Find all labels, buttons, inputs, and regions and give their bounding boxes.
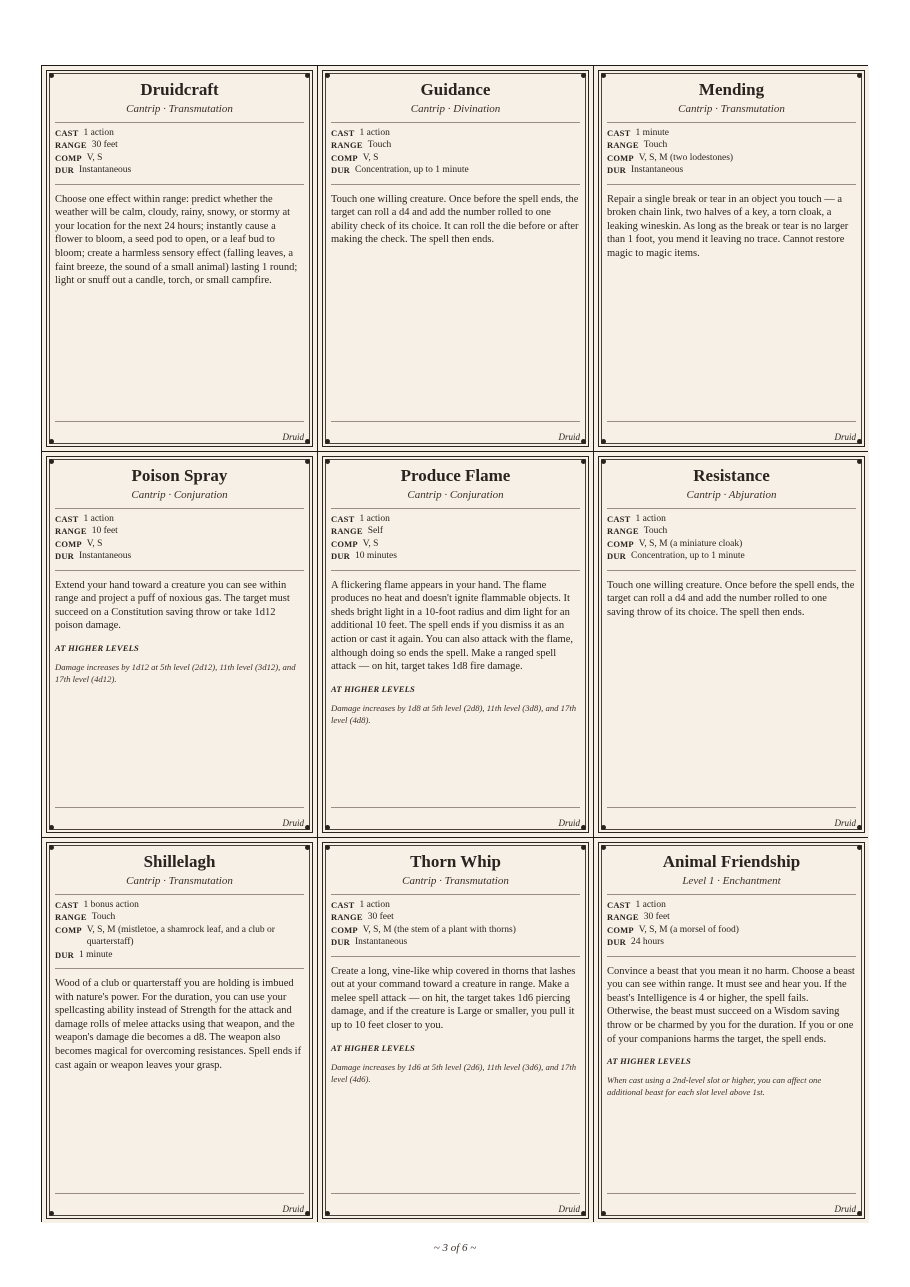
stat-label: RANGE [331,526,363,537]
stat-dur [607,550,856,562]
spell-class: Druid [834,1204,856,1214]
card-footer [331,421,580,442]
divider [55,894,304,895]
spell-class: Druid [558,432,580,442]
spell-card [42,452,317,837]
stat-value: V, S [86,152,103,163]
stat-label: CAST [331,514,355,524]
divider [331,508,580,509]
stat-comp [331,538,580,550]
stat-label: CAST [331,128,355,138]
corner-ornament [857,73,862,78]
divider [331,184,580,185]
stat-cast [607,513,856,525]
stat-label: CAST [55,128,79,138]
spell-description: Repair a single break or tear in an object you touch — a broken chain link, two halves of a key, a torn cloak, a leaking wineskin. As long as the break or tear is no larger than 1 foot, you mend it leaving no trace. Cannot restore magic to magic items. [607,193,849,259]
divider [607,570,856,571]
stat-value: 1 bonus action [83,900,139,910]
stat-range [55,911,304,923]
corner-ornament [325,1211,330,1216]
spell-name: Produce Flame [400,466,511,485]
stat-value: V, S, M (a miniature cloak) [638,538,743,549]
spell-stats [607,127,856,177]
stat-dur [331,936,580,948]
stat-range [607,525,856,537]
corner-ornament [857,825,862,830]
spell-class: Druid [834,432,856,442]
spell-name: Thorn Whip [410,852,501,871]
stat-value: 30 feet [367,912,394,923]
stat-value: 10 feet [91,526,118,537]
stat-range [607,911,856,923]
spell-stats [331,127,580,177]
stat-label: CAST [331,900,355,910]
stat-value: V, S [362,538,379,549]
card-footer [607,421,856,442]
stat-label: DUR [331,937,351,948]
stat-label: CAST [55,514,79,524]
stat-value: Self [367,526,384,537]
stat-label: RANGE [607,526,639,537]
corner-ornament [581,845,586,850]
spell-stats [607,899,856,949]
stat-comp [331,924,580,936]
stat-range [331,911,580,923]
spell-name: Druidcraft [140,80,219,99]
stat-dur [331,550,580,562]
spell-stats [55,513,304,563]
card-content [607,464,856,828]
stat-value: Concentration, up to 1 minute [355,165,469,176]
stat-label: DUR [55,551,75,562]
stat-value: Instantaneous [631,165,684,176]
corner-ornament [325,825,330,830]
card-footer [607,807,856,828]
higher-levels-text: Damage increases by 1d6 at 5th level (2d6), 11th level (3d6), and 17th level (4d6). [331,1061,577,1084]
stat-label: DUR [55,949,75,960]
stat-value: 1 minute [79,949,113,960]
stat-cast [55,513,304,525]
stat-value: 24 hours [631,937,665,948]
stat-label: DUR [331,551,351,562]
stat-value: Concentration, up to 1 minute [631,551,745,562]
corner-ornament [581,459,586,464]
spell-stats [55,127,304,177]
stat-cast [607,127,856,139]
stat-value: 1 action [635,900,666,910]
stat-value: 10 minutes [355,551,397,562]
stat-label: CAST [607,128,631,138]
stat-label: RANGE [607,140,639,151]
corner-ornament [581,825,586,830]
stat-value: Instantaneous [79,165,132,176]
stat-label: COMP [331,152,358,163]
divider [55,122,304,123]
stat-comp [55,924,304,949]
stat-label: RANGE [331,140,363,151]
stat-value: 30 feet [643,912,670,923]
stat-comp [331,152,580,164]
divider [55,184,304,185]
divider [55,968,304,969]
stat-label: COMP [331,924,358,935]
spell-level-school: Cantrip · Transmutation [678,103,785,115]
stat-value: 1 action [359,514,390,524]
stat-comp [55,538,304,550]
corner-ornament [581,73,586,78]
stat-dur [55,949,304,961]
higher-levels-heading: AT HIGHER LEVELS [607,1056,691,1067]
divider [607,508,856,509]
spell-level-school: Cantrip · Abjuration [686,489,777,501]
stat-label: DUR [607,165,627,176]
card-content [607,78,856,442]
page-number: ~ 3 of 6 ~ [433,1242,477,1254]
spell-class: Druid [834,818,856,828]
stat-range [331,525,580,537]
divider [607,122,856,123]
stat-label: RANGE [607,912,639,923]
stat-label: COMP [607,152,634,163]
stat-label: RANGE [55,526,87,537]
card-content [331,850,580,1214]
stat-dur [55,550,304,562]
corner-ornament [857,845,862,850]
spell-class: Druid [282,818,304,828]
spell-description: Convince a beast that you mean it no harm. Choose a beast you can see within range. It must see and hear you. If the beast's Intelligence is 4 or higher, the spell fails. Otherwise, the beast must succeed on a Wisdom saving throw or be charmed by you for the duration. If you or one of your companions harms the target, the spell ends. [607,965,855,1045]
stat-label: COMP [55,538,82,549]
divider [55,570,304,571]
stat-label: RANGE [55,140,87,151]
card-footer [607,1193,856,1214]
stat-cast [331,513,580,525]
spell-card [594,66,869,451]
stat-value: V, S [362,152,379,163]
stat-value: V, S [86,538,103,549]
spell-class: Druid [282,432,304,442]
corner-ornament [49,439,54,444]
spell-stats [331,513,580,563]
stat-label: DUR [55,165,75,176]
spell-description: Create a long, vine-like whip covered in thorns that lashes out at your command toward a creature in range. Make a melee spell attack — on hit, the target takes 1d6 piercing damage, and if the creature is Large or smaller, you pull it up to 10 feet closer to you. [331,965,576,1031]
spell-stats [331,899,580,949]
corner-ornament [325,439,330,444]
stat-label: COMP [55,152,82,163]
stat-value: 1 action [359,900,390,910]
stat-value: 1 action [83,514,114,524]
divider [331,956,580,957]
spell-level-school: Cantrip · Transmutation [126,103,233,115]
divider [55,508,304,509]
corner-ornament [49,459,54,464]
stat-value: 30 feet [91,140,118,151]
corner-ornament [305,825,310,830]
stat-dur [607,164,856,176]
corner-ornament [305,1211,310,1216]
stat-value: Touch [643,526,668,537]
corner-ornament [601,1211,606,1216]
stat-label: CAST [55,900,79,910]
stat-value: 1 action [83,128,114,138]
spell-description: Wood of a club or quarterstaff you are holding is imbued with nature's power. For the duration, you can use your spellcasting ability instead of Strength for the attack and damage rolls of melee attacks using that weapon, and the weapon's damage die becomes a d8. The weapon also becomes magical for overcoming resistances. Spell ends if cast again or weapon leaves your grasp. [55,978,302,1071]
spell-description: Touch one willing creature. Once before the spell ends, the target can roll a d4 and add the number rolled to one saving throw of its choice. The spell then ends. [607,579,855,618]
corner-ornament [601,845,606,850]
spell-card [594,838,869,1223]
spell-name: Shillelagh [143,852,216,871]
higher-levels-text: When cast using a 2nd-level slot or higher, you can affect one additional beast for each slot level above 1st. [607,1075,822,1098]
spell-name: Animal Friendship [662,852,801,871]
stat-value: 1 action [635,514,666,524]
spell-description: A flickering flame appears in your hand. The flame produces no heat and doesn't ignite flammable objects. It sheds bright light in a 10-foot radius and dim light for an additional 10 feet. The spell ends if you dismiss it as an action or cast it again. You can also attack with the flame, although doing so ends the spell. Make a ranged spell attack — on hit, target takes 1d8 fire damage. [331,579,574,673]
stat-comp [607,924,856,936]
spell-description: Choose one effect within range: predict whether the weather will be calm, cloudy, rainy, snowy, or stormy at your location for the next 24 hours; instantly cause a flower to bloom, a seed pod to open, or a leaf bud to bloom; create a harmless sensory effect (falling leaves, a faint breeze, the sound of a small animal) lasting 1 round; light or snuff out a candle, torch, or small campfire. [55,193,298,287]
stat-label: DUR [607,937,627,948]
corner-ornament [857,459,862,464]
spell-card [318,838,593,1223]
higher-levels-text: Damage increases by 1d12 at 5th level (2d12), 11th level (3d12), and 17th level (4d12). [55,662,296,684]
corner-ornament [601,825,606,830]
spell-name: Mending [698,80,765,99]
stat-label: COMP [607,924,634,935]
divider [331,122,580,123]
divider [607,184,856,185]
higher-levels-heading: AT HIGHER LEVELS [55,643,139,653]
divider [331,894,580,895]
stat-value: Instantaneous [355,937,408,948]
card-footer [55,1193,304,1214]
spell-name: Resistance [693,466,770,485]
stat-label: DUR [607,551,627,562]
stat-label: COMP [55,924,82,935]
stat-label: CAST [607,514,631,524]
corner-ornament [325,459,330,464]
corner-ornament [857,1211,862,1216]
card-content [607,850,856,1214]
spell-card [318,452,593,837]
spell-description: Touch one willing creature. Once before the spell ends, the target can roll a d4 and add the number rolled to one ability check of its choice. It can roll the die before or after making the check. The spell then ends. [331,193,579,246]
corner-ornament [581,1211,586,1216]
stat-dur [607,936,856,948]
higher-levels-heading: AT HIGHER LEVELS [331,1042,415,1053]
stat-value: Touch [91,912,116,923]
stat-value: 1 action [359,128,390,138]
stat-label: COMP [607,538,634,549]
spell-class: Druid [282,1204,304,1214]
corner-ornament [49,1211,54,1216]
stat-label: COMP [331,538,358,549]
card-content [55,464,304,828]
stat-label: RANGE [55,912,87,923]
corner-ornament [49,73,54,78]
divider [607,956,856,957]
spell-class: Druid [558,1204,580,1214]
corner-ornament [325,73,330,78]
card-footer [55,807,304,828]
spell-name: Guidance [420,80,491,99]
stat-value: Instantaneous [79,551,132,562]
stat-value: V, S, M (mistletoe, a shamrock leaf, and a club or quarterstaff) [86,924,275,948]
spell-level-school: Level 1 · Enchantment [682,875,781,887]
stat-cast [607,899,856,911]
spell-card [594,452,869,837]
card-content [55,78,304,442]
corner-ornament [305,439,310,444]
stat-comp [607,538,856,550]
spell-level-school: Cantrip · Transmutation [402,875,509,887]
stat-value: Touch [643,140,668,151]
spell-card [42,66,317,451]
stat-range [607,139,856,151]
stat-dur [331,164,580,176]
corner-ornament [49,825,54,830]
spell-stats [55,899,304,961]
spell-level-school: Cantrip · Transmutation [126,875,233,887]
higher-levels-heading: AT HIGHER LEVELS [331,683,415,694]
card-content [331,464,580,828]
stat-label: DUR [331,165,351,176]
corner-ornament [305,73,310,78]
card-footer [55,421,304,442]
stat-dur [55,164,304,176]
spell-level-school: Cantrip · Divination [410,103,501,115]
stat-cast [55,127,304,139]
stat-range [331,139,580,151]
stat-cast [331,899,580,911]
spell-card [42,838,317,1223]
corner-ornament [857,439,862,444]
corner-ornament [601,73,606,78]
corner-ornament [305,845,310,850]
stat-value: Touch [367,140,392,151]
spell-description: Extend your hand toward a creature you can see within range and project a puff of noxious gas. The target must succeed on a Constitution saving throw or take 1d12 poison damage. [55,579,290,632]
card-content [331,78,580,442]
stat-value: V, S, M (a morsel of food) [638,924,739,935]
card-content [55,850,304,1214]
spell-class: Druid [558,818,580,828]
card-footer [331,1193,580,1214]
corner-ornament [601,459,606,464]
stat-cast [55,899,304,911]
stat-range [55,139,304,151]
spell-level-school: Cantrip · Conjuration [407,489,504,501]
spell-level-school: Cantrip · Conjuration [131,489,228,501]
corner-ornament [601,439,606,444]
corner-ornament [305,459,310,464]
stat-value: V, S, M (the stem of a plant with thorns) [362,924,516,935]
corner-ornament [49,845,54,850]
stat-cast [331,127,580,139]
stat-comp [55,152,304,164]
spell-card-grid [41,65,868,1222]
stat-comp [607,152,856,164]
spell-card [318,66,593,451]
stat-value: 1 minute [635,128,669,138]
card-footer [331,807,580,828]
higher-levels-text: Damage increases by 1d8 at 5th level (2d8), 11th level (3d8), and 17th level (4d8). [331,702,577,725]
stat-range [55,525,304,537]
corner-ornament [581,439,586,444]
stat-label: CAST [607,900,631,910]
stat-label: RANGE [331,912,363,923]
divider [331,570,580,571]
corner-ornament [325,845,330,850]
spell-stats [607,513,856,563]
spell-name: Poison Spray [131,466,228,485]
stat-value: V, S, M (two lodestones) [638,152,734,163]
divider [607,894,856,895]
